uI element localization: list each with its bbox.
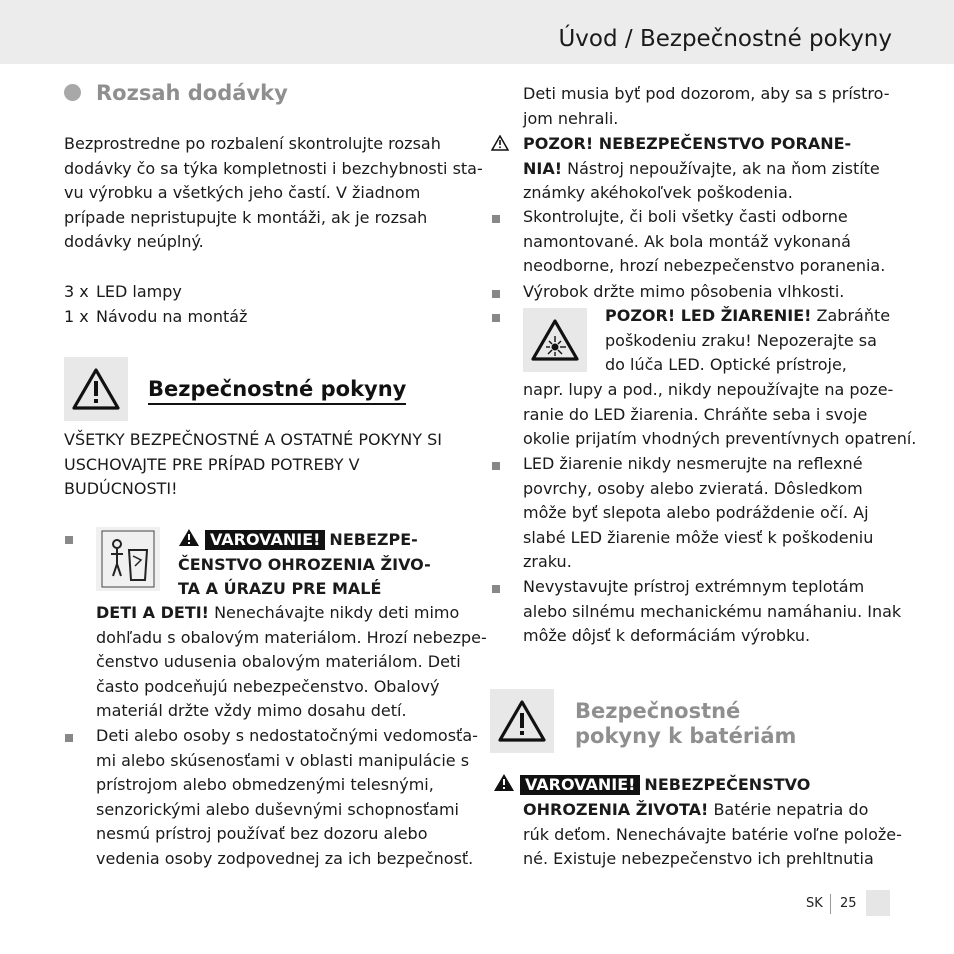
text-line: vu výrobku a všetkých jeho častí. V žiadnom: [64, 183, 421, 203]
page-number: 25: [840, 896, 857, 911]
battery-warning: VAROVANIE! NEBEZPEČENSTVO: [493, 773, 810, 798]
text-line: Nevystavujte prístroj extrémnym teplotám: [523, 577, 865, 596]
warning-triangle-icon: [490, 689, 554, 753]
text-line: BUDÚCNOSTI!: [64, 479, 178, 499]
led-warning-text: [523, 378, 916, 452]
list-item: 3 x LED lampy: [64, 282, 182, 301]
text-line: slabé LED žiarenie môže viesť k poškodeniu: [523, 527, 874, 547]
text-line: čenstvo udusenia obalovým materiálom. Deti: [96, 652, 461, 672]
temperatures-text: [523, 575, 901, 649]
warning-triangle-icon: [64, 357, 128, 421]
scope-heading: Rozsah dodávky: [96, 81, 288, 105]
text-line: zraku.: [523, 552, 572, 572]
warning-outline-icon: [491, 135, 509, 151]
child-packaging-icon: [96, 527, 160, 591]
reflective-text: [523, 452, 873, 575]
text-line: dohľadu s obalovým materiálom. Hrozí nebezpe-: [96, 627, 487, 647]
text-line: USCHOVAJTE PRE PRÍPAD POTREBY V: [64, 454, 360, 474]
text-line: napr. lupy a pod., nikdy nepoužívajte na poze-: [523, 380, 894, 399]
text-line: LED žiarenie nikdy nesmerujte na reflexné: [523, 454, 863, 473]
text-line: môže byť slepota alebo podráždenie očí. Aj: [523, 503, 869, 523]
list-bullet: [492, 585, 500, 593]
text-line: okolie prijatím vhodných preventívnych opatrení.: [523, 429, 917, 449]
text-line: materiál držte vždy mimo dosahu detí.: [96, 701, 407, 721]
text-line: Deti alebo osoby s nedostatočnými vedomosťa-: [96, 726, 478, 745]
warning-badge: VAROVANIE!: [205, 530, 325, 550]
list-bullet: [492, 290, 500, 298]
child-warning-title: VAROVANIE! NEBEZPE- ČENSTVO OHROZENIA ŽIVO- TA A ÚRAZU PRE MALÉ: [178, 530, 431, 599]
injury-warning: POZOR! NEBEZPEČENSTVO PORANE- NIA! Nástroj nepoužívajte, ak na ňom zistíte známky akéhokoľvek poškodenia.: [523, 134, 880, 203]
text-line: neodborne, hrozí nebezpečenstvo poranenia.: [523, 256, 886, 276]
text-line: vedenia osoby zodpovednej za ich bezpečnosť.: [96, 848, 474, 868]
list-bullet: [65, 734, 73, 742]
footer-divider: [830, 894, 831, 914]
text-line: namontované. Ak bola montáž vykonaná: [523, 231, 851, 251]
battery-heading: Bezpečnostné pokyny k batériám: [575, 699, 797, 748]
text-line: prístrojom alebo obmedzenými telesnými,: [96, 775, 434, 795]
text-line: rúk deťom. Nenechávajte batérie voľne polože-: [523, 824, 902, 844]
footer-tab: [866, 890, 890, 916]
text-line: Bezprostredne po rozbalení skontrolujte rozsah: [64, 134, 441, 153]
text-line: senzorickými alebo duševnými schopnosťami: [96, 799, 459, 819]
battery-warning-text: OHROZENIA ŽIVOTA! Batérie nepatria do rúk deťom. Nenechávajte batérie voľne polože- né. Existuje nebezpečenstvo ich prehltnutia: [523, 798, 902, 872]
list-bullet: [65, 536, 73, 544]
delivery-items-list: [64, 280, 247, 329]
text-line: mi alebo skúsenosťami v oblasti manipulácie s: [96, 750, 470, 770]
warning-triangle-icon: [493, 773, 515, 792]
list-bullet: [492, 215, 500, 223]
moisture-text: Výrobok držte mimo pôsobenia vlhkosti.: [523, 282, 845, 301]
laser-warning-icon: [523, 308, 587, 372]
text-line: Skontrolujte, či boli všetky časti odborne: [523, 207, 848, 226]
text-line: dodávky čo sa týka kompletnosti i bezchybnosti sta-: [64, 158, 483, 178]
child-warning-text: DETI A DETI! Nenechávajte nikdy deti mimo dohľadu s obalovým materiálom. Hrozí nebezpe- čenstvo udusenia obalovým materiálom. Deti často podceňujú nebezpečenstvo. Obalový materiál držte vždy mimo dosahu detí.: [96, 601, 487, 724]
scope-paragraph: [64, 132, 483, 255]
text-line: prípade nepristupujte k montáži, ak je rozsah: [64, 207, 428, 227]
led-warning-head: POZOR! LED ŽIARENIE! Zabráňte poškodeniu zraku! Nepozerajte sa do lúča LED. Optické prístroje,: [605, 306, 891, 375]
warning-badge: VAROVANIE!: [520, 775, 640, 795]
check-parts-text: [523, 205, 885, 279]
text-line: dodávky neúplný.: [64, 232, 204, 252]
keep-instructions-notice: [64, 428, 442, 502]
language-code: SK: [806, 896, 823, 911]
text-line: Deti musia byť pod dozorom, aby sa s prístro-: [523, 84, 890, 103]
text-line: nesmú prístroj používať bez dozoru alebo: [96, 824, 428, 844]
safety-heading: Bezpečnostné pokyny: [148, 377, 406, 405]
text-line: jom nehrali.: [523, 108, 619, 128]
text-line: VŠETKY BEZPEČNOSTNÉ A OSTATNÉ POKYNY SI: [64, 430, 442, 449]
section-bullet-dot: [64, 84, 81, 101]
list-bullet: [492, 462, 500, 470]
text-line: povrchy, osoby alebo zvieratá. Dôsledkom: [523, 478, 863, 498]
text-line: alebo silnému mechanickému namáhaniu. Inak: [523, 601, 902, 621]
page-title: Úvod / Bezpečnostné pokyny: [558, 26, 892, 52]
text-line: ranie do LED žiarenia. Chráňte seba i svoje: [523, 404, 868, 424]
text-line: môže dôjsť k deformáciám výrobku.: [523, 626, 811, 646]
disabled-persons-text: [96, 724, 478, 872]
text-line: často podceňujú nebezpečenstvo. Obalový: [96, 676, 440, 696]
list-item: 1 x Návodu na montáž: [64, 306, 248, 326]
list-bullet: [492, 314, 500, 322]
text-line: né. Existuje nebezpečenstvo ich prehltnutia: [523, 849, 874, 869]
warning-triangle-icon: [178, 528, 200, 547]
supervision-text: [523, 82, 889, 131]
